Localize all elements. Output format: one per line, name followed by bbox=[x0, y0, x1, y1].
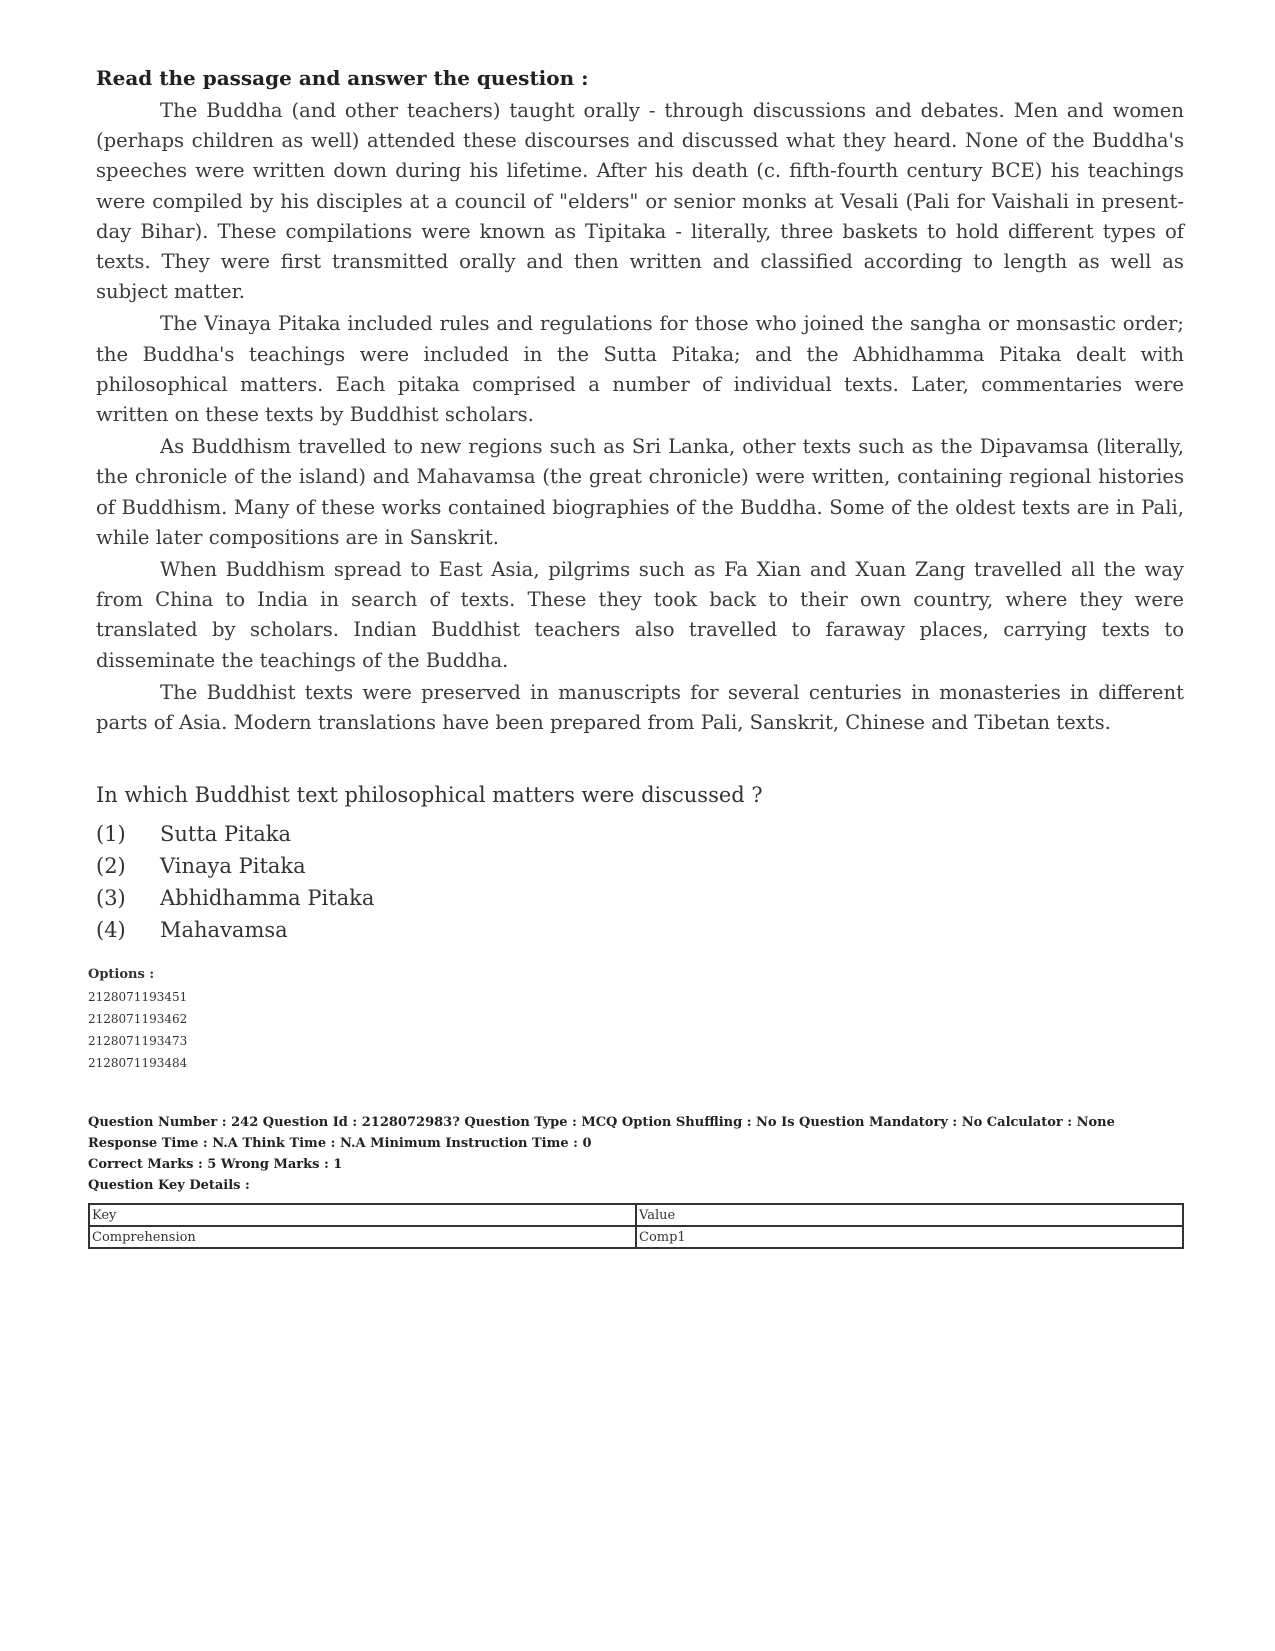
passage-heading: Read the passage and answer the question : bbox=[96, 66, 589, 90]
choice-number: (2) bbox=[96, 854, 126, 878]
passage-paragraph: The Buddha (and other teachers) taught orally - through discussions and debates. Men and women (perhaps children as well) attended these discourses and discussed what they heard. None of the Buddha's speeches were written down during his lifetime. After his death (c. fifth-fourth century BCE) his teachings were compiled by his disciples at a council of "elders" or senior monks at Vesali (Pali for Vaishali in present-day Bihar). These compilations were known as Tipitaka - literally, three baskets to hold different types of texts. They were first transmitted orally and then written and classified according to length as well as subject matter. bbox=[96, 99, 1184, 304]
table-header-row bbox=[89, 1204, 1183, 1226]
choice-number: (3) bbox=[96, 886, 126, 910]
table-header-cell: Key bbox=[89, 1204, 636, 1226]
question-text: In which Buddhist text philosophical matters were discussed ? bbox=[96, 783, 763, 807]
option-id: 2128071193473 bbox=[88, 1034, 188, 1048]
option-id: 2128071193451 bbox=[88, 990, 188, 1004]
answer-choice[interactable] bbox=[96, 850, 374, 882]
table-cell: Comprehension bbox=[89, 1226, 636, 1248]
options-title: Options : bbox=[88, 967, 155, 982]
answer-choice[interactable] bbox=[96, 914, 374, 946]
choice-number: (1) bbox=[96, 822, 126, 846]
option-id: 2128071193462 bbox=[88, 1012, 188, 1026]
passage-paragraph: As Buddhism travelled to new regions such as Sri Lanka, other texts such as the Dipavamsa (literally, the chronicle of the island) and Mahavamsa (the great chronicle) were written, containing regional histories of Buddhism. Many of these works contained biographies of the Buddha. Some of the oldest texts are in Pali, while later compositions are in Sanskrit. bbox=[96, 435, 1184, 549]
table-header-cell: Value bbox=[636, 1204, 1183, 1226]
choice-text: Sutta Pitaka bbox=[160, 822, 292, 846]
answer-choice[interactable] bbox=[96, 818, 374, 850]
table-cell: Comp1 bbox=[636, 1226, 1183, 1248]
metadata-line: Question Key Details : bbox=[88, 1178, 250, 1193]
metadata-line: Correct Marks : 5 Wrong Marks : 1 bbox=[88, 1157, 343, 1172]
option-id: 2128071193484 bbox=[88, 1056, 188, 1070]
metadata-line: Response Time : N.A Think Time : N.A Minimum Instruction Time : 0 bbox=[88, 1136, 592, 1151]
option-ids bbox=[88, 964, 187, 1074]
table-row bbox=[89, 1226, 1183, 1248]
choice-text: Mahavamsa bbox=[160, 918, 288, 942]
question-metadata bbox=[88, 1112, 1188, 1196]
choice-number: (4) bbox=[96, 918, 126, 942]
answer-choices bbox=[96, 818, 374, 946]
choice-text: Abhidhamma Pitaka bbox=[160, 886, 375, 910]
passage-paragraph: When Buddhism spread to East Asia, pilgrims such as Fa Xian and Xuan Zang travelled all the way from China to India in search of texts. These they took back to their own country, where they were translated by scholars. Indian Buddhist teachers also travelled to faraway places, carrying texts to disseminate the teachings of the Buddha. bbox=[96, 558, 1184, 672]
choice-text: Vinaya Pitaka bbox=[160, 854, 306, 878]
question-key-table bbox=[88, 1203, 1184, 1249]
answer-choice[interactable] bbox=[96, 882, 374, 914]
passage bbox=[96, 96, 1184, 740]
passage-paragraph: The Buddhist texts were preserved in manuscripts for several centuries in monasteries in different parts of Asia. Modern translations have been prepared from Pali, Sanskrit, Chinese and Tibetan texts. bbox=[96, 680, 1184, 735]
metadata-line: Question Number : 242 Question Id : 2128072983? Question Type : MCQ Option Shuffling : No Is Question Mandatory : No Calculator : None bbox=[88, 1115, 1115, 1130]
passage-paragraph: The Vinaya Pitaka included rules and regulations for those who joined the sangha or monsastic order; the Buddha's teachings were included in the Sutta Pitaka; and the Abhidhamma Pitaka dealt with philosophical matters. Each pitaka comprised a number of individual texts. Later, commentaries were written on these texts by Buddhist scholars. bbox=[96, 312, 1184, 427]
